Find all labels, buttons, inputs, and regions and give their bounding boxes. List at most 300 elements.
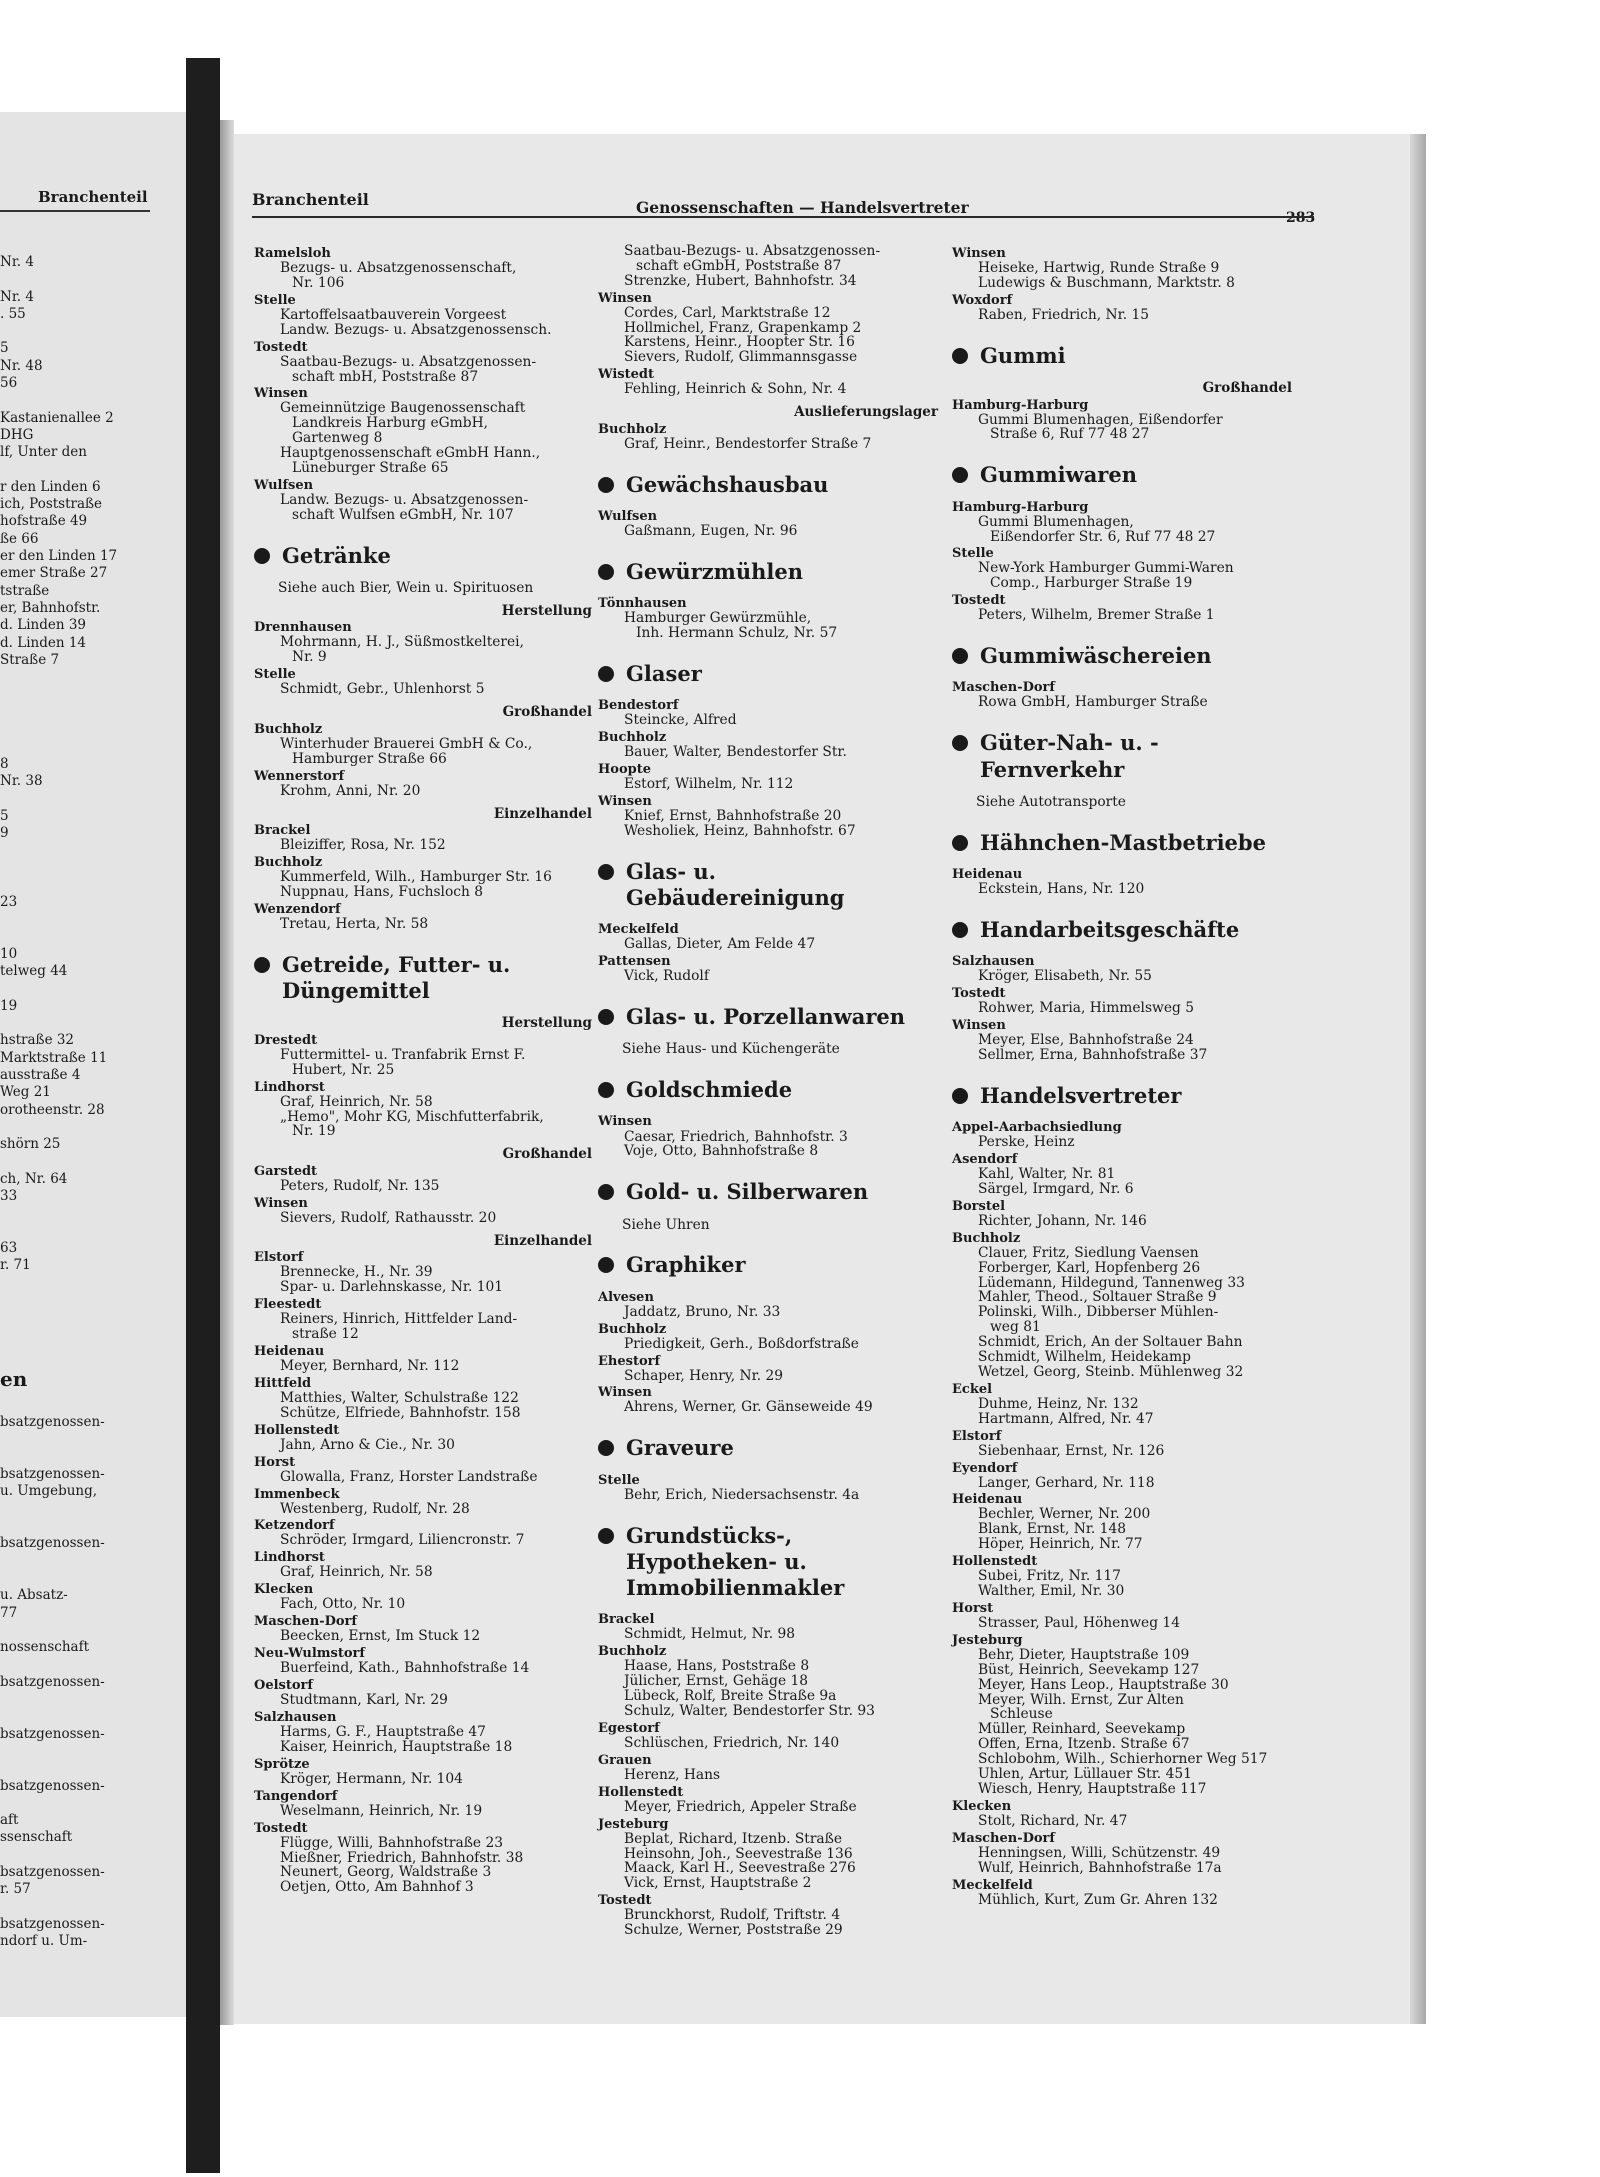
left-page-line: nossenschaft [0,1639,90,1656]
left-page-line: aft [0,1812,19,1829]
location-heading: Heidenau [254,1343,325,1359]
listing-continuation: schaft eGmbH, Poststraße 87 [636,257,842,274]
category-heading [598,1435,938,1461]
listing-entry: Schmidt, Helmut, Nr. 98 [624,1626,796,1643]
location-heading: Pattensen [598,954,671,970]
location-heading: Hollenstedt [952,1554,1038,1570]
listing-continuation: Nr. 19 [292,1123,336,1140]
listing-entry: Mühlich, Kurt, Zum Gr. Ahren 132 [978,1891,1218,1908]
listing-entry: Beplat, Richard, Itzenb. Straße [624,1830,843,1847]
category-heading [598,472,938,498]
category-heading [952,462,1292,488]
listing-entry: Weselmann, Heinrich, Nr. 19 [280,1802,483,1819]
header-rule [252,216,1314,218]
left-page-line: ich, Poststraße [0,496,103,513]
category-heading [598,1179,938,1205]
listing-entry: Schmidt, Wilhelm, Heidekamp [978,1348,1191,1365]
listing-entry: Meyer, Bernhard, Nr. 112 [280,1357,460,1374]
listing-entry: Peters, Rudolf, Nr. 135 [280,1177,440,1194]
subcategory-label: Herstellung [501,602,592,619]
listing-entry: Gaßmann, Eugen, Nr. 96 [624,522,798,539]
listing-entry: Meyer, Hans Leop., Hauptstraße 30 [978,1676,1229,1693]
listing-entry: Schlobohm, Wilh., Schierhorner Weg 517 [978,1751,1268,1768]
left-page-line: ssenschaft [0,1829,73,1846]
listing-entry: Höper, Heinrich, Nr. 77 [978,1536,1143,1553]
page-header [252,190,1316,226]
location-heading: Hamburg-Harburg [952,397,1089,413]
listing-entry: Kaiser, Heinrich, Hauptstraße 18 [280,1738,513,1755]
listing-entry: Strasser, Paul, Höhenweg 14 [978,1614,1180,1631]
listing-entry: Büst, Heinrich, Seevekamp 127 [978,1661,1200,1678]
listing-entry: Schütze, Elfriede, Bahnhofstr. 158 [280,1404,521,1421]
category-heading-text: Glas- u. Gebäudereinigung [626,858,845,910]
listing-entry: Hamburger Gewürzmühle, [624,610,812,627]
listing-entry: Nuppnau, Hans, Fuchsloch 8 [280,883,484,900]
listing-entry: Heiseke, Hartwig, Runde Straße 9 [978,260,1220,277]
left-page-line [0,721,180,738]
listing-entry: Kröger, Elisabeth, Nr. 55 [978,968,1152,985]
left-page-line [0,877,180,894]
listing-entry: Matthies, Walter, Schulstraße 122 [280,1389,519,1406]
listing-entry: Haase, Hans, Poststraße 8 [624,1658,810,1675]
listing-entry: Wesholiek, Heinz, Bahnhofstr. 67 [624,822,856,839]
left-page-fragment [0,112,186,2017]
left-page-line [0,1899,180,1916]
left-page-line: 77 [0,1604,18,1621]
left-page-line: Weg 21 [0,1084,51,1101]
left-page-line [0,1501,180,1518]
listing-entry: Bechler, Werner, Nr. 200 [978,1506,1151,1523]
left-page-line [0,1449,180,1466]
listing-entry: Reiners, Hinrich, Hittfelder Land- [280,1311,518,1328]
category-heading [952,730,1292,783]
left-page-line [0,1691,180,1708]
listing-entry: Jahn, Arno & Cie., Nr. 30 [280,1436,455,1453]
left-page-line: 5 [0,807,9,824]
listing-entry: Lübeck, Rolf, Breite Straße 9a [624,1688,837,1705]
category-heading-text: Getränke [282,542,391,568]
location-heading: Elstorf [952,1428,1002,1444]
listing-entry: Schröder, Irmgard, Liliencronstr. 7 [280,1532,525,1549]
listing-entry: Wulf, Heinrich, Bahnhofstraße 17a [978,1859,1222,1876]
category-heading-text: Graveure [626,1435,734,1461]
listing-entry: Eckstein, Hans, Nr. 120 [978,881,1145,898]
left-page-line [0,1153,180,1170]
listing-entry: Winterhuder Brauerei GmbH & Co., [280,735,533,752]
section-bullet-icon [952,648,968,664]
listing-entry: Fehling, Heinrich & Sohn, Nr. 4 [624,381,847,398]
left-page-line: 9 [0,824,9,841]
category-heading-text: Handelsvertreter [980,1082,1182,1108]
category-heading-text: Gummiwaren [980,462,1137,488]
category-heading [598,1252,938,1278]
listing-entry: Duhme, Heinz, Nr. 132 [978,1395,1139,1412]
location-heading: Woxdorf [952,292,1013,308]
left-page-line: emer Straße 27 [0,565,108,582]
left-page-line [0,1622,180,1639]
header-category-range: Genossenschaften — Handelsvertreter [636,198,969,217]
left-page-line: r den Linden 6 [0,478,101,495]
left-page-line: u. Umgebung, [0,1483,98,1500]
section-bullet-icon [952,735,968,751]
location-heading: Winsen [952,246,1006,261]
location-heading: Buchholz [254,721,323,737]
left-page-line: ch, Nr. 64 [0,1170,68,1187]
category-heading-text: Gummi [980,342,1066,368]
category-heading-text: Hähnchen-Mastbetriebe [980,829,1266,855]
location-heading: Garstedt [254,1163,318,1179]
category-heading [952,343,1292,369]
left-page-line [0,859,180,876]
listing-entry: Estorf, Wilhelm, Nr. 112 [624,776,794,793]
section-bullet-icon [598,1184,614,1200]
listing-entry: Futtermittel- u. Tranfabrik Ernst F. [280,1046,526,1063]
section-bullet-icon [952,1088,968,1104]
listing-entry: Beecken, Ernst, Im Stuck 12 [280,1628,481,1645]
left-page-line [0,1518,180,1535]
category-heading [952,1083,1292,1109]
listing-entry: Hartmann, Alfred, Nr. 47 [978,1410,1154,1427]
left-page-line: bsatzgenossen- [0,1915,105,1932]
subcategory-label: Herstellung [501,1015,592,1032]
listing-entry: Langer, Gerhard, Nr. 118 [978,1474,1155,1491]
left-page-line: 56 [0,375,18,392]
left-page-line [0,1795,180,1812]
location-heading: Hoopte [598,762,651,778]
section-bullet-icon [598,666,614,682]
location-heading: Brackel [598,1612,655,1628]
listing-continuation: Straße 6, Ruf 77 48 27 [990,426,1150,443]
listing-entry: Harms, G. F., Hauptstraße 47 [280,1724,486,1741]
listing-entry: Gemeinnützige Baugenossenschaft [280,400,526,417]
left-page-line [0,1760,180,1777]
left-page-line [0,1326,180,1343]
location-heading: Lindhorst [254,1550,325,1566]
listing-entry: Buerfeind, Kath., Bahnhofstraße 14 [280,1660,530,1677]
location-heading: Horst [254,1454,296,1470]
listing-entry: Schulze, Werner, Poststraße 29 [624,1922,843,1939]
left-page-line [0,1432,180,1449]
listing-entry: Schaper, Henry, Nr. 29 [624,1367,784,1384]
location-heading: Egestorf [598,1720,660,1736]
left-page-line [0,271,180,288]
left-page-line: d. Linden 14 [0,634,86,651]
left-page-line [0,1292,180,1309]
location-heading: Salzhausen [254,1709,337,1725]
listing-entry: Fach, Otto, Nr. 10 [280,1596,406,1613]
left-page-line: Kastanienallee 2 [0,409,114,426]
left-page-line: bsatzgenossen- [0,1466,105,1483]
location-heading: Asendorf [952,1151,1018,1167]
left-page-line: hstraße 32 [0,1032,75,1049]
left-page-line: orotheenstr. 28 [0,1101,105,1118]
listing-entry: Heinsohn, Joh., Seevestraße 136 [624,1845,853,1862]
cross-reference: Siehe Uhren [622,1216,710,1233]
category-heading-text: Graphiker [626,1252,746,1278]
left-page-line [0,669,180,686]
left-page-line [0,1708,180,1725]
left-page-line [0,1119,180,1136]
listing-entry: Krohm, Anni, Nr. 20 [280,782,421,799]
location-heading: Eyendorf [952,1460,1018,1476]
location-heading: Winsen [598,290,652,306]
listing-entry: Brunckhorst, Rudolf, Triftstr. 4 [624,1907,841,1924]
listing-entry: Knief, Ernst, Bahnhofstraße 20 [624,807,842,824]
listing-entry: Spar- u. Darlehnskasse, Nr. 101 [280,1279,504,1296]
left-page-line [0,1223,180,1240]
listing-entry: Mohrmann, H. J., Süßmostkelterei, [280,634,524,651]
category-heading-text: Gold- u. Silberwaren [626,1179,869,1205]
subcategory-label: Großhandel [502,1146,592,1163]
location-heading: Winsen [254,386,308,402]
location-heading: Lindhorst [254,1079,325,1095]
listing-entry: Jaddatz, Bruno, Nr. 33 [624,1303,781,1320]
listing-entry: Studtmann, Karl, Nr. 29 [280,1692,448,1709]
left-page-lines [0,254,180,1951]
listing-continuation: straße 12 [292,1326,359,1343]
cross-reference: Siehe auch Bier, Wein u. Spirituosen [278,579,534,596]
spine-shadow [220,120,234,2025]
listing-entry: Behr, Dieter, Hauptstraße 109 [978,1646,1190,1663]
location-heading: Tostedt [254,339,308,355]
listing-entry: Schlüschen, Friedrich, Nr. 140 [624,1734,840,1751]
left-page-line: Marktstraße 11 [0,1049,108,1066]
left-page-line [0,911,180,928]
left-page-line: lf, Unter den [0,444,87,461]
location-heading: Borstel [952,1198,1006,1214]
category-heading [952,830,1292,856]
category-heading [952,917,1292,943]
listing-entry: Siebenhaar, Ernst, Nr. 126 [978,1442,1165,1459]
left-page-line: 63 [0,1239,18,1256]
left-page-line: tstraße [0,582,50,599]
listing-entry: Meyer, Else, Bahnhofstraße 24 [978,1032,1194,1049]
location-heading: Tönnhausen [598,596,687,612]
location-heading: Eckel [952,1381,993,1397]
location-heading: Elstorf [254,1250,304,1266]
left-page-line: bsatzgenossen- [0,1673,105,1690]
directory-page [234,134,1426,2024]
left-page-line: 8 [0,755,9,772]
listing-entry: Meyer, Wilh. Ernst, Zur Alten [978,1691,1184,1708]
left-page-line [0,929,180,946]
section-bullet-icon [952,467,968,483]
location-heading: Appel-Aarbachsiedlung [952,1120,1122,1136]
location-heading: Drennhausen [254,620,352,636]
listing-entry: Perske, Heinz [978,1134,1075,1151]
left-page-line [0,1309,180,1326]
listing-entry: Wetzel, Georg, Steinb. Mühlenweg 32 [978,1363,1244,1380]
location-heading: Buchholz [598,730,667,746]
listing-entry: Lüdemann, Hildegund, Tannenweg 33 [978,1274,1245,1291]
listing-continuation: Hubert, Nr. 25 [292,1061,395,1078]
listing-entry: Graf, Heinrich, Nr. 58 [280,1093,433,1110]
left-page-line: bsatzgenossen- [0,1864,105,1881]
cross-reference: Siehe Autotransporte [976,793,1126,810]
listing-entry: Clauer, Fritz, Siedlung Vaensen [978,1244,1199,1261]
location-heading: Ramelsloh [254,246,331,261]
left-page-line: . 55 [0,305,26,322]
subcategory-label: Einzelhandel [493,1232,592,1249]
location-heading: Hollenstedt [598,1784,684,1800]
left-page-line: r. 57 [0,1881,31,1898]
location-heading: Buchholz [952,1230,1021,1246]
listing-continuation: Lüneburger Straße 65 [292,460,449,477]
listing-entry: Vick, Ernst, Hauptstraße 2 [624,1875,812,1892]
listing-entry: Meyer, Friedrich, Appeler Straße [624,1798,857,1815]
left-page-line: bsatzgenossen- [0,1777,105,1794]
listing-entry: Peters, Wilhelm, Bremer Straße 1 [978,607,1215,624]
category-heading-text: Güter-Nah- u. -Fernverkehr [980,730,1159,782]
location-heading: Stelle [598,1472,640,1488]
listing-entry: Walther, Emil, Nr. 30 [978,1583,1125,1600]
location-heading: Buchholz [598,1644,667,1660]
listing-entry: Mahler, Theod., Soltauer Straße 9 [978,1289,1217,1306]
left-page-line: shörn 25 [0,1136,61,1153]
location-heading: Tostedt [598,1893,652,1909]
listing-entry: Glowalla, Franz, Horster Landstraße [280,1468,538,1485]
listing-entry: Rowa GmbH, Hamburger Straße [978,694,1208,711]
listing-entry: Voje, Otto, Bahnhofstraße 8 [624,1143,819,1160]
location-heading: Bendestorf [598,698,679,714]
listing-continuation: Inh. Hermann Schulz, Nr. 57 [636,625,838,642]
left-page-line: r. 71 [0,1257,31,1274]
section-bullet-icon [952,348,968,364]
listing-entry: Maack, Karl H., Seevestraße 276 [624,1860,856,1877]
listing-continuation: Landkreis Harburg eGmbH, [292,415,489,432]
location-heading: Buchholz [598,421,667,437]
location-heading: Heidenau [952,866,1023,882]
listing-entry: Stolt, Richard, Nr. 47 [978,1812,1128,1829]
left-page-line: bsatzgenossen- [0,1414,105,1431]
listing-entry: Sievers, Rudolf, Rathausstr. 20 [280,1209,497,1226]
section-bullet-icon [254,957,270,973]
listing-entry: Polinski, Wilh., Dibberser Mühlen- [978,1304,1219,1321]
left-page-line: ße 66 [0,530,39,547]
listing-entry: Kartoffelsaatbauverein Vorgeest [280,306,507,323]
left-page-line: u. Absatz- [0,1587,68,1604]
listing-continuation: Hamburger Straße 66 [292,750,447,767]
location-heading: Salzhausen [952,954,1035,970]
listing-entry: Wiesch, Henry, Hauptstraße 117 [978,1780,1207,1797]
listing-continuation: weg 81 [990,1319,1041,1336]
listing-entry: Richter, Johann, Nr. 146 [978,1212,1147,1229]
listing-continuation: schaft Wulfsen eGmbH, Nr. 107 [292,506,514,523]
location-heading: Wennerstorf [254,768,345,784]
listing-entry: Hauptgenossenschaft eGmbH Hann., [280,445,541,462]
listing-entry: Karstens, Heinr., Hoopter Str. 16 [624,334,855,351]
listing-entry: Vick, Rudolf [624,968,709,985]
left-page-line: telweg 44 [0,963,68,980]
location-heading: Maschen-Dorf [952,1830,1056,1846]
left-page-line [0,1344,180,1361]
left-page-line: 19 [0,997,18,1014]
category-heading [598,661,938,687]
column-middle [598,244,938,1938]
category-heading-text: Handarbeitsgeschäfte [980,916,1240,942]
location-heading: Winsen [598,1385,652,1401]
subcategory-label: Einzelhandel [493,805,592,822]
listing-entry: Landw. Bezugs- u. Absatzgenossensch. [280,321,552,338]
location-heading: Ehestorf [598,1353,661,1369]
left-page-line: Nr. 4 [0,288,34,305]
category-heading [952,643,1292,669]
location-heading: Stelle [952,546,994,562]
left-page-line [0,1570,180,1587]
category-heading-text: Getreide, Futter- u. Düngemittel [282,951,511,1003]
left-page-header: Branchenteil [38,188,148,206]
listing-entry: Gummi Blumenhagen, Eißendorfer [978,411,1223,428]
left-page-line [0,323,180,340]
location-heading: Winsen [598,1114,652,1130]
location-heading: Tangendorf [254,1788,338,1804]
listing-entry: Bleiziffer, Rosa, Nr. 152 [280,837,446,854]
listing-entry: Caesar, Friedrich, Bahnhofstr. 3 [624,1128,848,1145]
category-heading [254,543,592,569]
location-heading: Meckelfeld [598,922,679,938]
left-page-line [0,1397,180,1414]
section-bullet-icon [598,864,614,880]
category-heading-text: Grundstücks-, Hypotheken- u. Immobilienmakler [626,1522,845,1601]
location-heading: Immenbeck [254,1486,340,1502]
location-heading: Ketzendorf [254,1518,335,1534]
left-page-line [0,1275,180,1292]
listing-entry: Behr, Erich, Niedersachsenstr. 4a [624,1486,860,1503]
left-page-line [0,1656,180,1673]
location-heading: Winsen [952,1018,1006,1033]
left-page-line [0,1205,180,1222]
subcategory-label: Auslieferungslager [794,404,938,421]
listing-entry: Särgel, Irmgard, Nr. 6 [978,1180,1134,1197]
left-page-line [0,1553,180,1570]
listing-entry: Cordes, Carl, Marktstraße 12 [624,304,831,321]
left-page-line: d. Linden 39 [0,617,86,634]
left-page-line: 23 [0,893,18,910]
category-heading-text: Gewächshausbau [626,471,829,497]
listing-entry: Uhlen, Artur, Lüllauer Str. 451 [978,1766,1192,1783]
left-page-line: 5 [0,340,9,357]
listing-entry: Jülicher, Ernst, Gehäge 18 [624,1673,809,1690]
left-page-line [0,1847,180,1864]
listing-entry: Forberger, Karl, Hopfenberg 26 [978,1259,1201,1276]
location-heading: Heidenau [952,1492,1023,1508]
location-heading: Maschen-Dorf [952,680,1056,696]
cross-reference: Siehe Haus- und Küchengeräte [622,1041,840,1058]
category-heading-text: Goldschmiede [626,1077,793,1103]
category-heading [598,559,938,585]
listing-continuation: Comp., Harburger Straße 19 [990,575,1193,592]
section-bullet-icon [598,1257,614,1273]
left-page-line: ndorf u. Um- [0,1933,88,1950]
listing-entry: Priedigkeit, Gerh., Boßdorfstraße [624,1335,859,1352]
category-heading [254,952,592,1005]
left-page-line [0,1743,180,1760]
listing-entry: Oetjen, Otto, Am Bahnhof 3 [280,1879,474,1896]
listing-entry: Herenz, Hans [624,1766,721,1783]
location-heading: Buchholz [598,1321,667,1337]
left-page-line: bsatzgenossen- [0,1725,105,1742]
location-heading: Alvesen [598,1289,654,1305]
listing-entry: Schulz, Walter, Bendestorfer Str. 93 [624,1702,875,1719]
location-heading: Wulfsen [254,477,314,493]
listing-entry: Blank, Ernst, Nr. 148 [978,1521,1126,1538]
location-heading: Horst [952,1600,994,1616]
location-heading: Tostedt [952,986,1006,1002]
listing-entry: Steincke, Alfred [624,712,737,729]
header-section-title: Branchenteil [252,190,369,209]
location-heading: Klecken [952,1798,1012,1814]
column-right [952,244,1292,1907]
